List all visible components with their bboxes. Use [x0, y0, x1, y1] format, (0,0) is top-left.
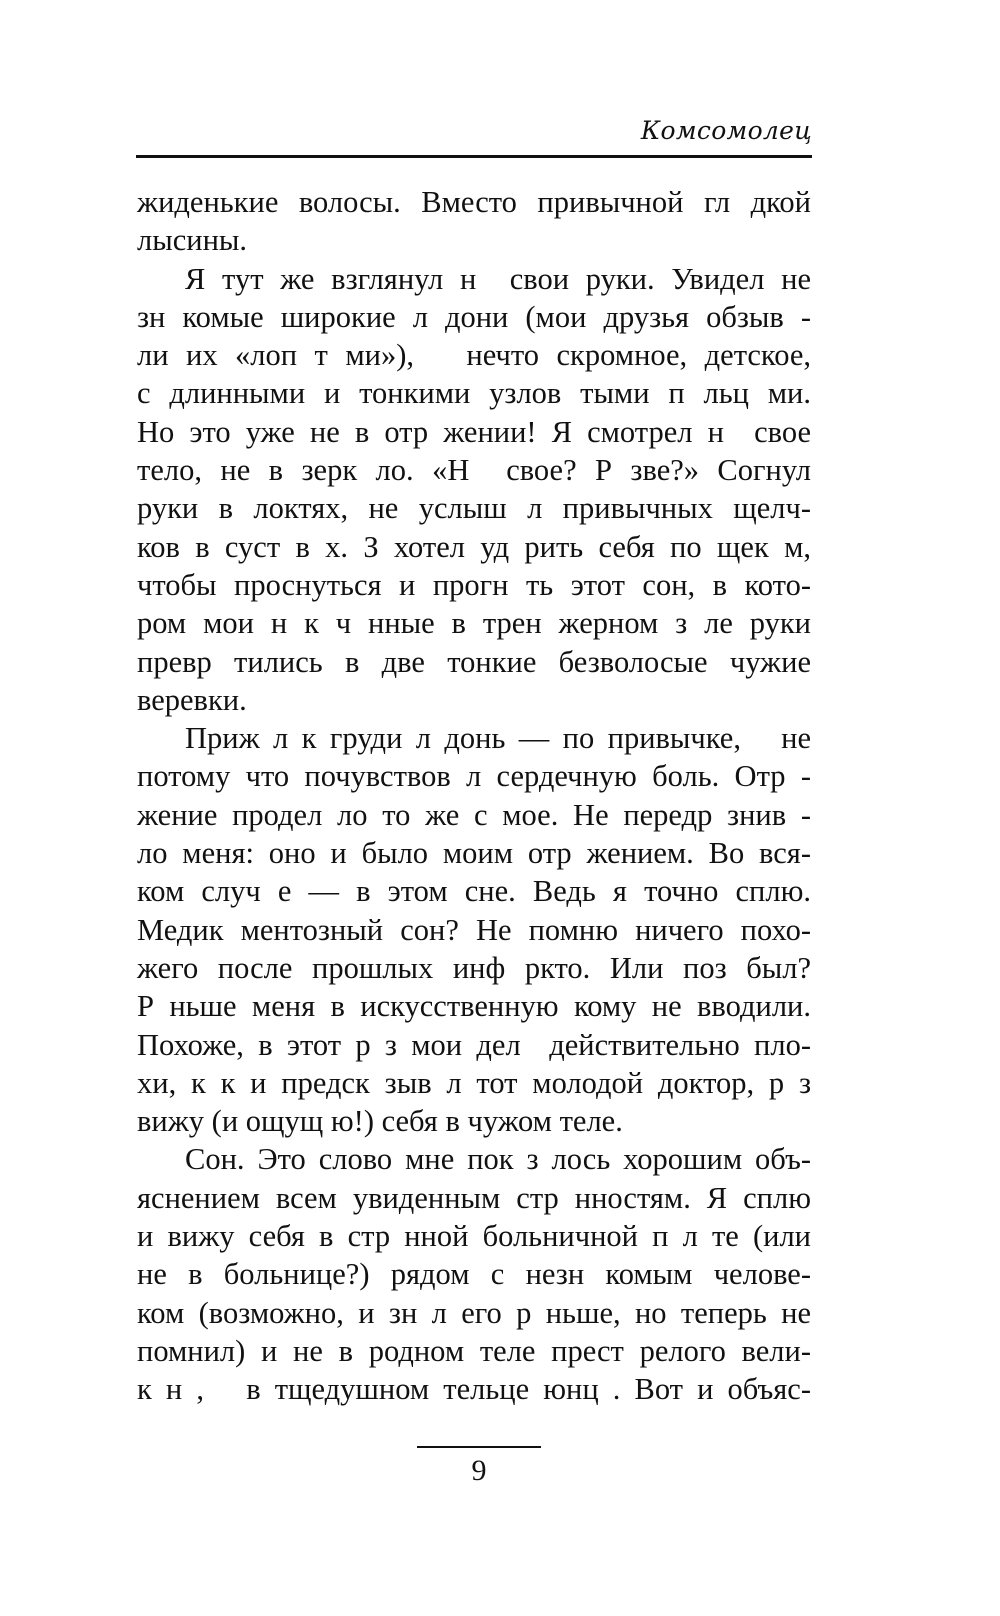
text-line: ков в суст в х. З хотел уд рить себя по щек м, [137, 529, 811, 564]
text-line: Медик ментозный сон? Не помню ничего похо- [137, 912, 811, 947]
text-line: Р ньше меня в искусственную кому не вводили. [137, 989, 811, 1024]
text-line: потому что почувствов л сердечную боль. Отр - [137, 759, 811, 794]
running-head: Комсомолец [640, 116, 812, 145]
text-line: Похоже, в этот р з мои дел действительно пло- [137, 1027, 811, 1062]
text-line: жение продел ло то же с мое. Не передр знив - [137, 797, 811, 832]
text-line: яснением всем увиденным стр нностям. Я сплю [137, 1180, 811, 1215]
text-line: с длинными и тонкими узлов тыми п льц ми. [137, 376, 811, 411]
text-line: Сон. Это слово мне пок з лось хорошим объ- [185, 1142, 811, 1177]
text-line: ком случ е — в этом сне. Ведь я точно сплю. [137, 874, 811, 909]
text-line: веревки. [137, 682, 247, 717]
text-line: тело, не в зерк ло. «Н свое? Р зве?» Согнул [137, 453, 811, 488]
text-line: ло меня: оно и было моим отр жением. Во вся- [137, 836, 811, 871]
text-line: хи, к к и предск зыв л тот молодой доктор, р з [137, 1065, 811, 1100]
header-rule [136, 155, 812, 158]
body-text [137, 183, 811, 1409]
text-line: к н , в тщедушном тельце юнц . Вот и объяс- [137, 1372, 811, 1407]
text-line: ли их «лоп т ми»), нечто скромное, детское, [137, 338, 811, 373]
text-line: жего после прошлых инф ркто. Или поз был? [137, 950, 811, 985]
text-line: Но это уже не в отр жении! Я смотрел н свое [137, 414, 811, 449]
text-line: руки в локтях, не услыш л привычных щелч- [137, 491, 811, 526]
page-number: 9 [471, 1454, 487, 1487]
text-line: Приж л к груди л донь — по привычке, не [185, 721, 811, 756]
text-line: превр тились в две тонкие безволосые чужие [137, 644, 811, 679]
footer-rule [417, 1446, 541, 1448]
text-line: не в больнице?) рядом с незн комым челове- [137, 1257, 811, 1292]
text-line: жиденькие волосы. Вместо привычной гл дкой [137, 185, 811, 219]
text-line: ром мои н к ч нные в трен жерном з ле руки [137, 606, 811, 641]
text-line: зн комые широкие л дони (мои друзья обзыв - [137, 299, 811, 334]
text-line: и вижу себя в стр нной больничной п л те (или [137, 1219, 811, 1254]
text-line: лысины. [137, 223, 248, 258]
text-line: ком (возможно, и зн л его р ньше, но теперь не [137, 1295, 811, 1330]
text-line: помнил) и не в родном теле прест релого вели- [137, 1333, 811, 1368]
text-line: Я тут же взглянул н свои руки. Увидел не [185, 261, 811, 296]
text-line: вижу (и ощущ ю!) себя в чужом теле. [137, 1104, 623, 1139]
text-line: чтобы проснуться и прогн ть этот сон, в кото- [137, 567, 811, 602]
